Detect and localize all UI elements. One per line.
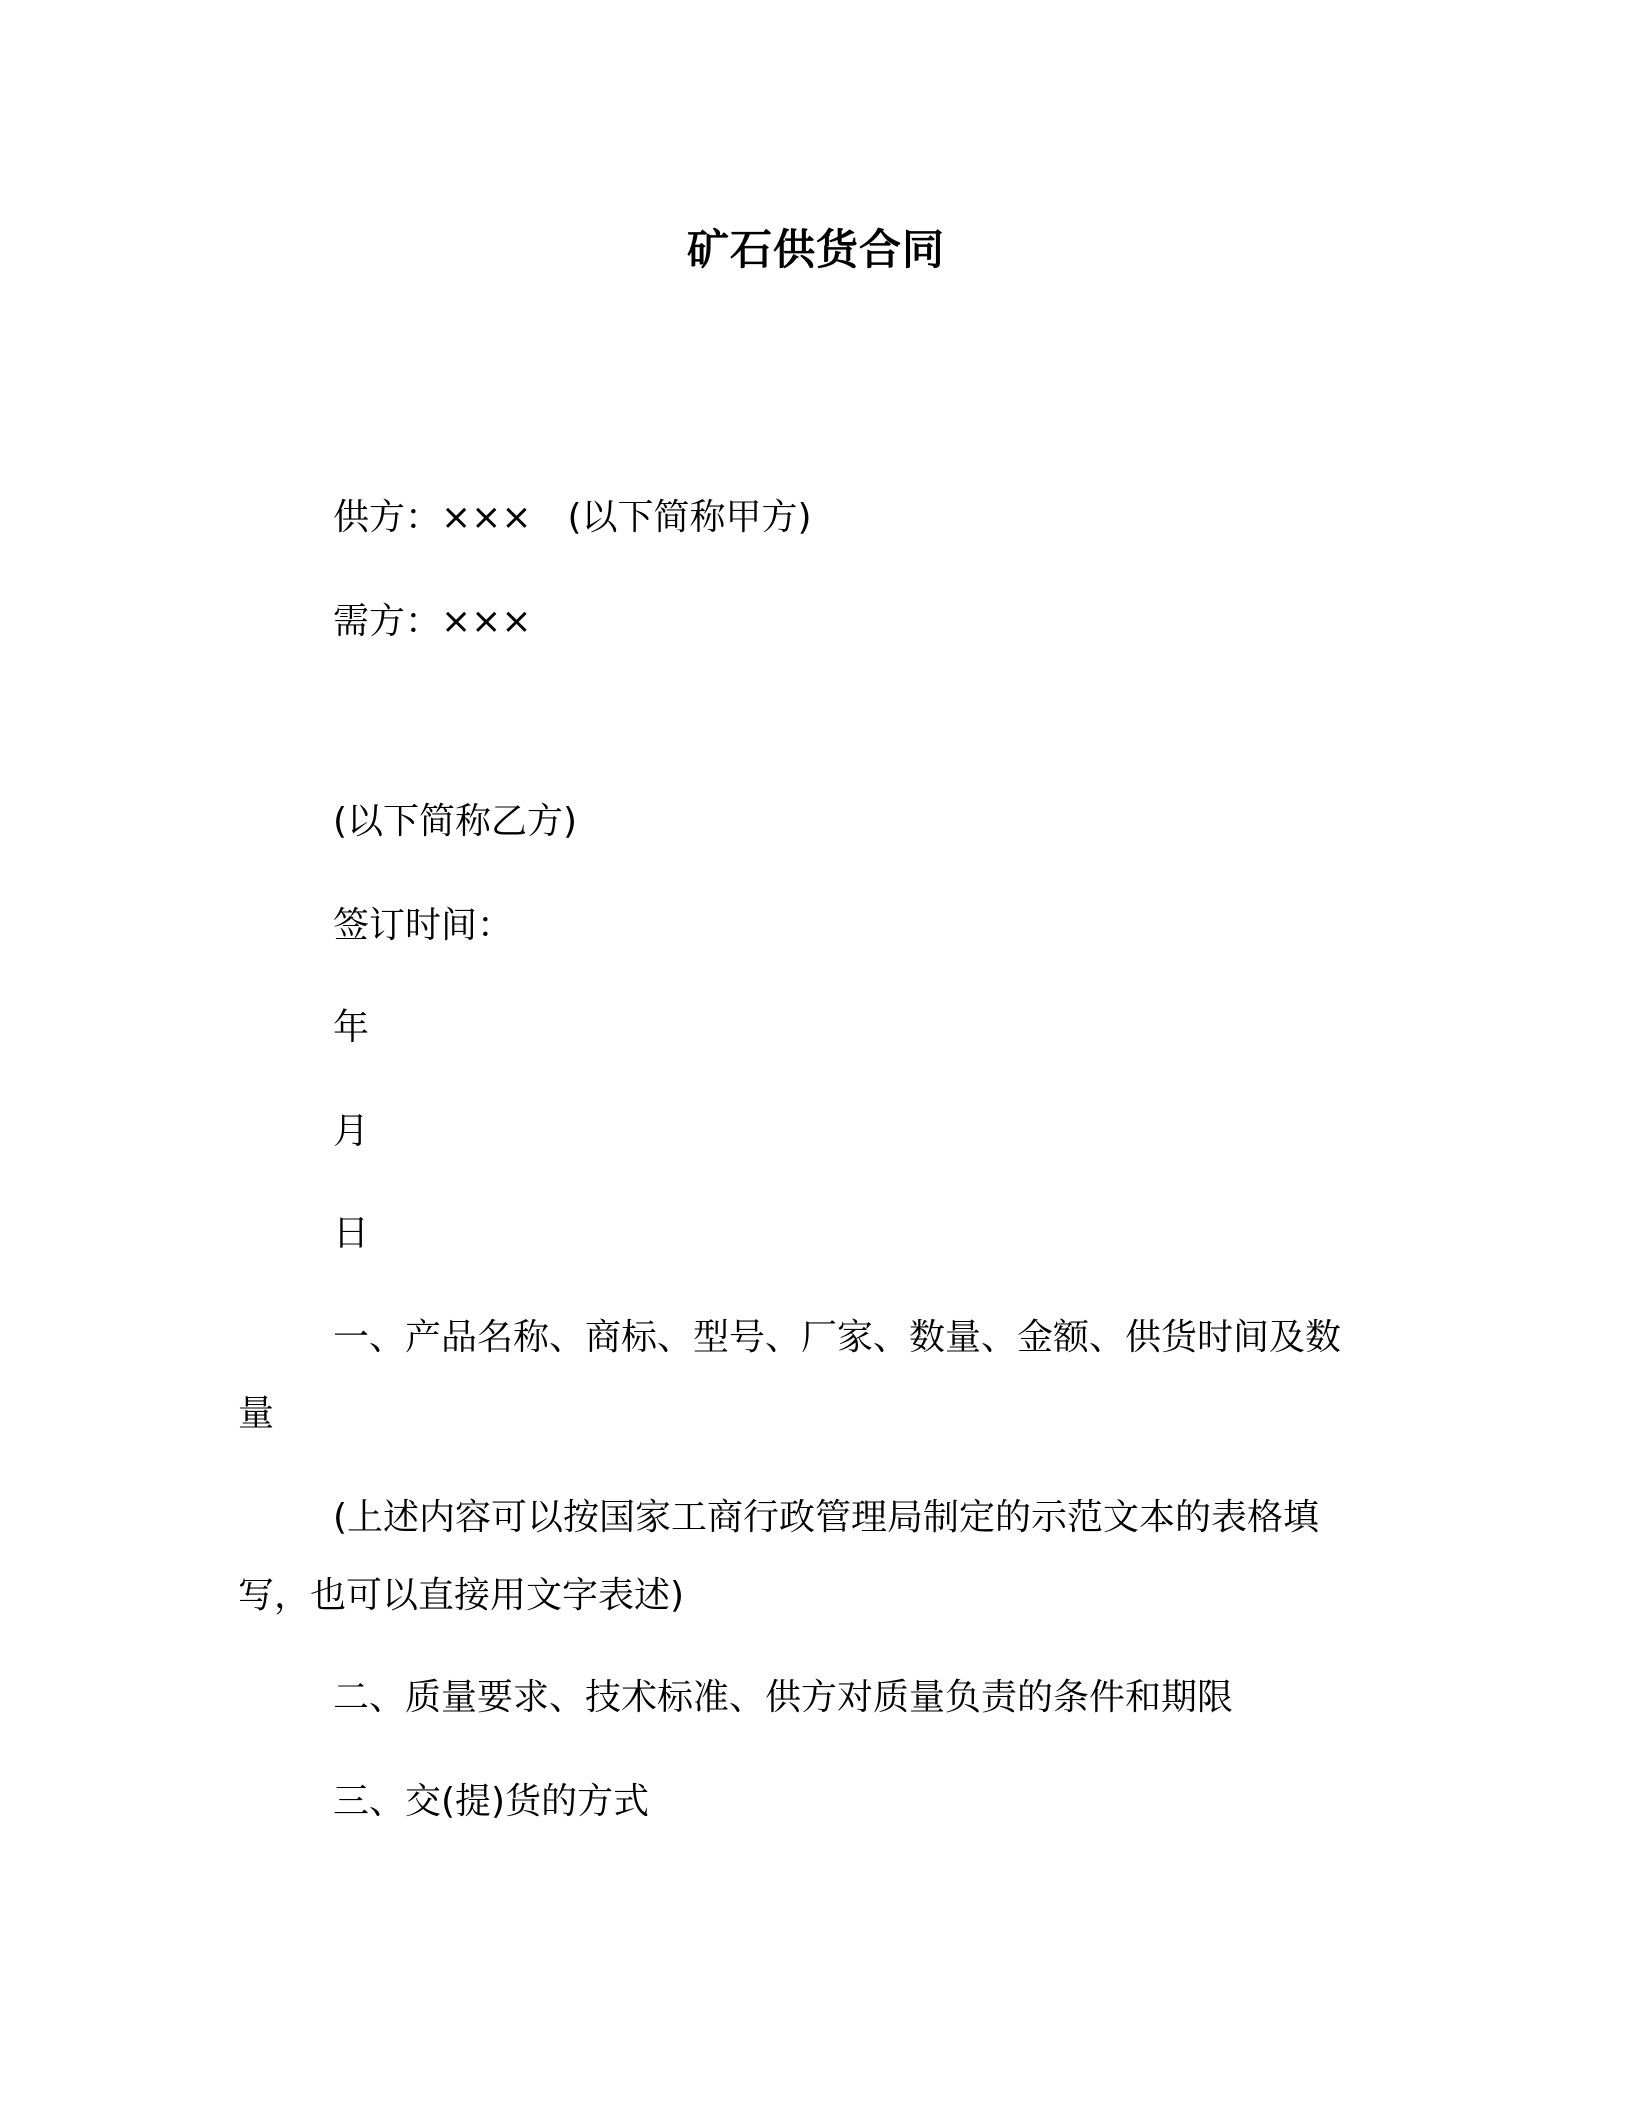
supplier-line: 供方：××× (以下简称甲方) [333, 497, 812, 538]
section-one-note: (上述内容可以按国家工商行政管理局制定的示范文本的表格填 [333, 1497, 1320, 1538]
section-three-heading: 三、交(提)货的方式 [333, 1781, 650, 1822]
section-one-heading: 一、产品名称、商标、型号、厂家、数量、金额、供货时间及数 [333, 1317, 1342, 1358]
page-title: 矿石供货合同 [686, 225, 945, 274]
signing-time-line: 签订时间： [333, 905, 514, 946]
year-line: 年 [333, 1007, 370, 1048]
buyer-line: 需方：××× [333, 601, 532, 642]
section-two-heading: 二、质量要求、技术标准、供方对质量负责的条件和期限 [333, 1677, 1234, 1718]
section-one-heading-continued: 量 [238, 1393, 275, 1434]
day-line: 日 [333, 1213, 370, 1254]
month-line: 月 [333, 1111, 370, 1152]
section-one-note-continued: 写，也可以直接用文字表述) [238, 1575, 685, 1616]
buyer-alias-line: (以下简称乙方) [333, 801, 578, 842]
